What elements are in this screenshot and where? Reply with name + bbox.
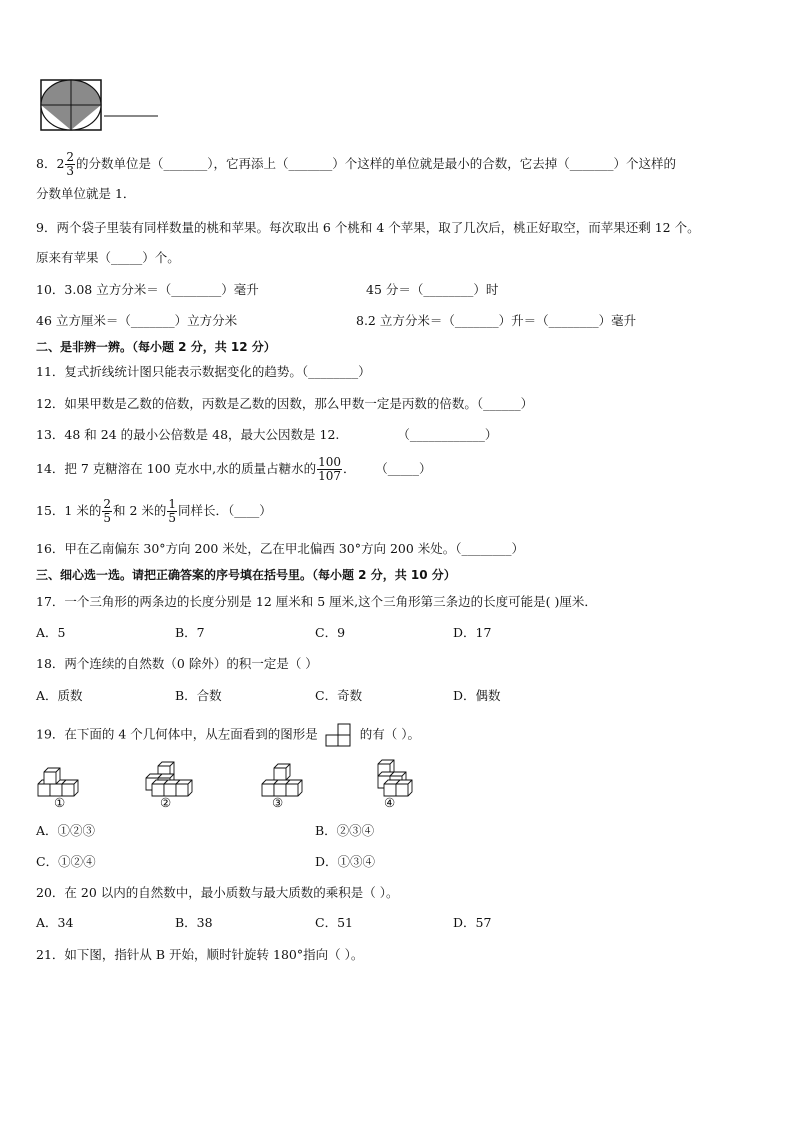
left-view-shape-icon xyxy=(325,723,353,747)
q19-option-b[interactable]: B．②③④ xyxy=(315,823,375,838)
q18-option-a[interactable]: A．质数 xyxy=(36,688,83,703)
question-8-line2: 分数单位就是 1． xyxy=(36,186,136,201)
question-21: 21．如下图，指针从 B 开始，顺时针旋转 180°指向（ ）。 xyxy=(36,947,364,962)
q20-option-a[interactable]: A．34 xyxy=(36,915,74,930)
q19-option-d[interactable]: D．①③④ xyxy=(315,854,376,869)
section-2-heading: 二、是非辨一辨。（每小题 2 分，共 12 分） xyxy=(36,340,276,354)
q17-option-c[interactable]: C．9 xyxy=(315,625,346,640)
question-10b: 45 分＝（________）时 xyxy=(366,282,499,297)
solid-label-3: ③ xyxy=(272,795,284,810)
solid-label-1: ① xyxy=(54,795,66,810)
question-11: 11．复式折线统计图只能表示数据变化的趋势。（________） xyxy=(36,364,371,379)
solid-3 xyxy=(262,764,302,796)
question-10a: 10．3.08 立方分米＝（________）毫升 xyxy=(36,282,259,297)
question-15: 15．1 米的 $\frac{2}{5}$ 和 2 米的 $\frac{1}{5}$ 同样长．（____） xyxy=(36,497,272,525)
q19-option-a[interactable]: A．①②③ xyxy=(36,823,96,838)
question-13: 13．48 和 24 的最小公倍数是 48，最大公因数是 12. （____________） xyxy=(36,427,498,442)
shaded-circle-figure xyxy=(40,79,164,133)
question-14: 14．把 7 克糖溶在 100 克水中,水的质量占糖水的 $\frac{100}{107}$ ． （_____） xyxy=(36,455,432,483)
question-10c: 46 立方厘米＝（_______）立方分米 xyxy=(36,313,238,328)
question-9-line2: 原来有苹果（_____）个。 xyxy=(36,250,180,265)
question-18: 18．两个连续的自然数（0 除外）的积一定是（ ） xyxy=(36,656,318,671)
q20-option-b[interactable]: B．38 xyxy=(175,915,213,930)
solid-1 xyxy=(38,768,78,796)
q20-option-c[interactable]: C．51 xyxy=(315,915,353,930)
q18-option-c[interactable]: C．奇数 xyxy=(315,688,363,703)
question-8: 8．2 $\frac{2}{3}$ 的分数单位是（_______），它再添上（_______）个这样的单位就是最小的合数，它去掉（_______）个这样的 xyxy=(36,150,677,178)
fraction: $\frac{2}{5}$ xyxy=(103,497,111,525)
q18-option-d[interactable]: D．偶数 xyxy=(453,688,501,703)
q19-option-c[interactable]: C．①②④ xyxy=(36,854,96,869)
question-20: 20．在 20 以内的自然数中，最小质数与最大质数的乘积是（ ）。 xyxy=(36,885,399,900)
fraction: $\frac{2}{3}$ xyxy=(66,150,75,178)
question-10d: 8.2 立方分米＝（_______）升＝（________）毫升 xyxy=(356,313,637,328)
cube-solids-figure xyxy=(36,758,436,814)
question-9: 9．两个袋子里装有同样数量的桃和苹果。每次取出 6 个桃和 4 个苹果，取了几次后，桃正好取空，而苹果还剩 12 个。 xyxy=(36,220,700,235)
question-12: 12．如果甲数是乙数的倍数，丙数是乙数的因数，那么甲数一定是丙数的倍数。（______） xyxy=(36,396,534,411)
solid-2 xyxy=(146,762,192,796)
fraction: $\frac{1}{5}$ xyxy=(168,497,177,525)
q17-option-d[interactable]: D．17 xyxy=(453,625,492,640)
question-17: 17．一个三角形的两条边的长度分别是 12 厘米和 5 厘米,这个三角形第三条边的长度可能是( )厘米． xyxy=(36,594,597,609)
question-19: 19．在下面的 4 个几何体中，从左面看到的图形是 的有（ ）。 xyxy=(36,723,420,747)
q18-option-b[interactable]: B．合数 xyxy=(175,688,222,703)
fraction: $\frac{100}{107}$ xyxy=(318,455,341,483)
question-16: 16．甲在乙南偏东 30°方向 200 米处，乙在甲北偏西 30°方向 200 米处。（________） xyxy=(36,541,525,556)
solid-label-4: ④ xyxy=(384,795,396,810)
q20-option-d[interactable]: D．57 xyxy=(453,915,492,930)
solid-4 xyxy=(378,760,412,796)
q17-option-b[interactable]: B．7 xyxy=(175,625,205,640)
q17-option-a[interactable]: A．5 xyxy=(36,625,66,640)
section-3-heading: 三、细心选一选。请把正确答案的序号填在括号里。（每小题 2 分，共 10 分） xyxy=(36,568,456,582)
solid-label-2: ② xyxy=(160,795,172,810)
